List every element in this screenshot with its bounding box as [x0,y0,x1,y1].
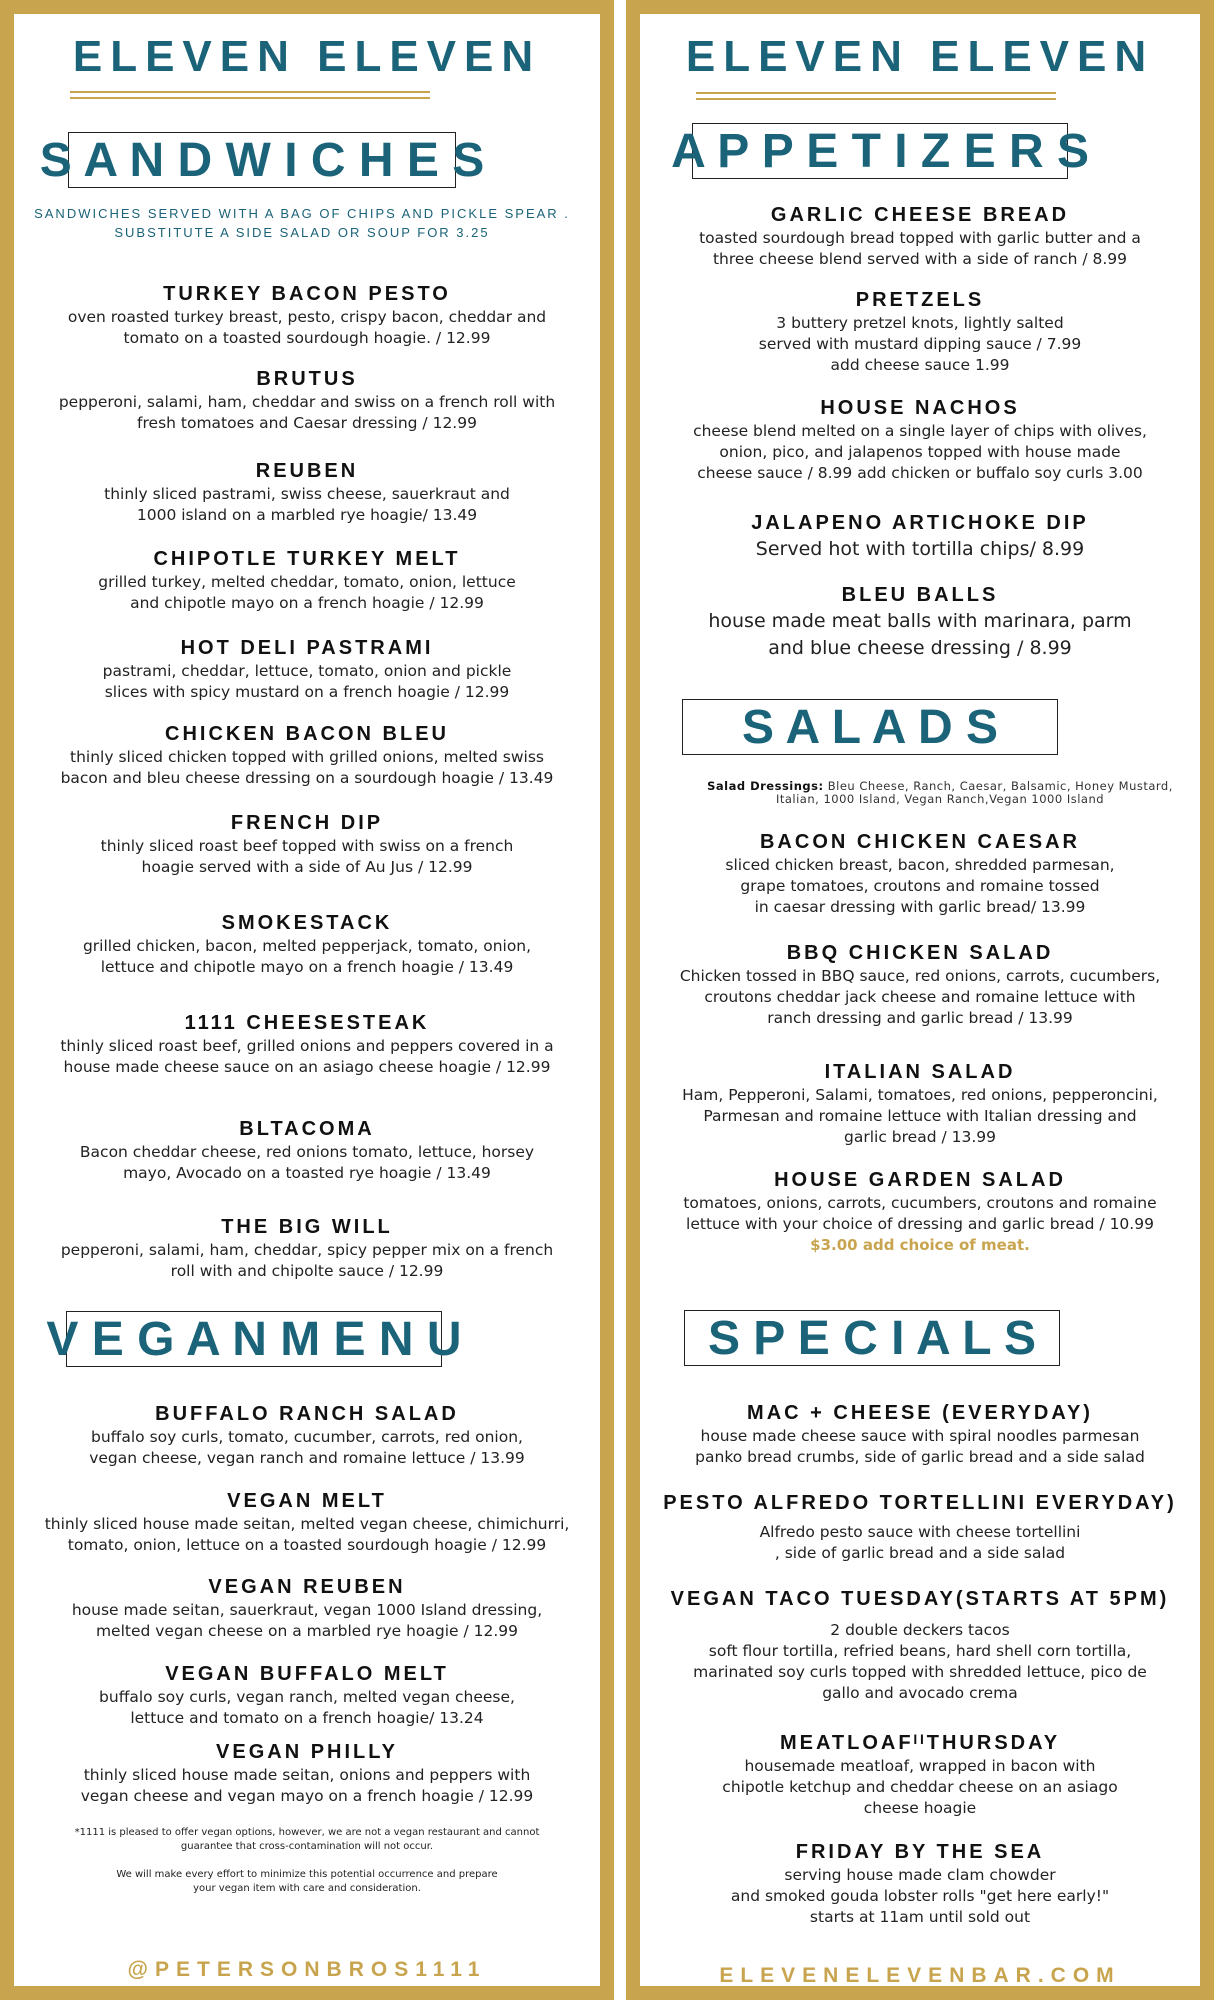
menu-item [640,940,1200,1029]
menu-item [14,910,600,978]
item-title: BLEU BALLS [841,584,999,606]
website-url: ELEVENELEVENBAR.COM [719,1964,1121,1987]
item-title: TURKEY BACON PESTO [163,283,451,305]
item-description: housemade meatloaf, wrapped in bacon with chipotle ketchup and cheddar cheese on an asiago cheese hoagie [722,1757,1118,1817]
menu-item [14,1739,600,1807]
vegan-disclaimer: *1111 is pleased to offer vegan options, however, we are not a vegan restaurant and cannot guarantee that cross-contamination will not occur. [74,1827,540,1852]
item-title: VEGAN BUFFALO MELT [165,1663,449,1685]
item-description: Ham, Pepperoni, Salami, tomatoes, red onions, pepperoncini, Parmesan and romaine lettuce with Italian dressing and garlic bread / 13.99 [682,1086,1158,1146]
menu-item [640,202,1200,270]
item-title: MAC + CHEESE (EVERYDAY) [747,1402,1093,1424]
item-title: VEGAN MELT [227,1490,387,1512]
item-title: BBQ CHICKEN SALAD [786,942,1054,964]
item-title: PESTO ALFREDO TORTELLINI EVERYDAY) [663,1492,1177,1514]
menu-item [640,1839,1200,1928]
item-description: cheese blend melted on a single layer of chips with olives, onion, pico, and jalapenos topped with house made cheese sauce / 8.99 add chicken or buffalo soy curls 3.00 [693,422,1147,482]
menu-item [640,510,1200,563]
item-title: ITALIAN SALAD [824,1061,1016,1083]
item-title: BACON CHICKEN CAESAR [759,831,1080,853]
item-description: thinly sliced roast beef topped with swiss on a french hoagie served with a side of Au Jus / 12.99 [100,837,514,876]
menu-item [640,1167,1200,1256]
item-description: sliced chicken breast, bacon, shredded parmesan, grape tomatoes, croutons and romaine tossed in caesar dressing with garlic bread/ 13.99 [725,856,1115,916]
item-title: PRETZELS [855,289,985,311]
vegan-menu-heading: V E G A N M E N U [46,1312,462,1366]
item-description: Bacon cheddar cheese, red onions tomato, lettuce, horsey mayo, Avocado on a toasted rye hoagie / 13.49 [79,1143,535,1182]
item-title: VEGAN TACO TUESDAY(STARTS AT 5PM) [670,1588,1170,1610]
item-description: Alfredo pesto sauce with cheese tortellini , side of garlic bread and a side salad [759,1523,1081,1562]
brand-title: ELEVEN ELEVEN [685,32,1155,81]
brand-title: ELEVEN ELEVEN [72,32,542,81]
item-description: buffalo soy curls, tomato, cucumber, carrots, red onion, vegan cheese, vegan ranch and romaine lettuce / 13.99 [89,1428,525,1467]
item-description: pastrami, cheddar, lettuce, tomato, onion and pickle slices with spicy mustard on a french hoagie / 12.99 [102,662,512,701]
item-title: FRIDAY BY THE SEA [795,1841,1045,1863]
left-menu-page [14,14,600,1986]
menu-item [14,1661,600,1729]
item-title: VEGAN REUBEN [208,1576,406,1598]
salad-dressings [680,780,1200,806]
item-title: GARLIC CHEESE BREAD [770,204,1070,226]
item-description: thinly sliced house made seitan, onions and peppers with vegan cheese and vegan mayo on a french hoagie / 12.99 [80,1766,534,1805]
menu-item [14,458,600,526]
right-menu-page [640,14,1200,1986]
item-description: buffalo soy curls, vegan ranch, melted vegan cheese, lettuce and tomato on a french hoagie/ 13.24 [99,1688,515,1727]
menu-item [640,1400,1200,1468]
right-menu-panel [626,0,1214,2000]
divider [696,98,1056,100]
menu-item [14,1214,600,1282]
salads-heading: S A L A D S [682,699,1058,755]
menu-item [640,1730,1200,1819]
item-description: house made cheese sauce with spiral noodles parmesan panko bread crumbs, side of garlic bread and a side salad [695,1427,1145,1466]
item-description: pepperoni, salami, ham, cheddar and swiss on a french roll with fresh tomatoes and Caesar dressing / 12.99 [58,393,556,432]
add-meat-note: $3.00 add choice of meat. [810,1236,1030,1254]
item-description: Served hot with tortilla chips/ 8.99 [755,538,1085,560]
item-description: Chicken tossed in BBQ sauce, red onions, carrots, cucumbers, croutons cheddar jack cheese and romaine lettuce with ranch dressing and garlic bread / 13.99 [679,967,1161,1027]
item-description: grilled chicken, bacon, melted pepperjack, tomato, onion, lettuce and chipotle mayo on a french hoagie / 13.49 [82,937,532,976]
item-description: toasted sourdough bread topped with garlic butter and a three cheese blend served with a side of ranch / 8.99 [699,229,1141,268]
menu-item [14,810,600,878]
item-title: HOUSE GARDEN SALAD [774,1169,1066,1191]
menu-item [14,281,600,349]
item-title: THE BIG WILL [221,1216,393,1238]
dressings-label: Salad Dressings: [707,779,824,793]
item-description: 3 buttery pretzel knots, lightly salted served with mustard dipping sauce / 7.99 add cheese sauce 1.99 [758,314,1082,374]
item-description: house made meat balls with marinara, parm and blue cheese dressing / 8.99 [708,610,1132,659]
menu-item [14,546,600,614]
menu-item [14,1488,600,1556]
specials-heading: S P E C I A L S [684,1310,1060,1366]
item-title: REUBEN [255,460,359,482]
item-title: MEATLOAFᴵᴵTHURSDAY [779,1732,1061,1754]
item-description: thinly sliced roast beef, grilled onions and peppers covered in a house made cheese sauce on an asiago cheese hoagie / 12.99 [60,1037,554,1076]
item-title: SMOKESTACK [221,912,393,934]
item-title: FRENCH DIP [230,812,384,834]
menu-item [640,1059,1200,1148]
social-handle: @PETERSONBROS1111 [127,1958,487,1981]
dressings-list: Bleu Cheese, Ranch, Caesar, Balsamic, Honey Mustard, Italian, 1000 Island, Vegan Ranch,Vegan 1000 Island [775,779,1173,806]
item-description: pepperoni, salami, ham, cheddar, spicy pepper mix on a french roll with and chipolte sauce / 12.99 [60,1241,554,1280]
menu-item [14,1010,600,1078]
menu-item [640,582,1200,662]
item-title: HOUSE NACHOS [820,397,1020,419]
item-title: BLTACOMA [239,1118,375,1140]
sandwiches-heading: S A N D W I C H E S [39,133,485,187]
menu-item [14,366,600,434]
menu-item [640,395,1200,484]
item-description: grilled turkey, melted cheddar, tomato, onion, lettuce and chipotle mayo on a french hoagie / 12.99 [98,573,516,612]
menu-item [14,1401,600,1469]
divider [70,97,430,99]
sandwiches-note: SANDWICHES SERVED WITH A BAG OF CHIPS AND PICKLE SPEAR . SUBSTITUTE A SIDE SALAD OR SOUP FOR 3.25 [34,206,570,240]
item-title: CHICKEN BACON BLEU [165,723,449,745]
item-description: 2 double deckers tacos soft flour tortilla, refried beans, hard shell corn tortilla, marinated soy curls topped with shredded lettuce, pico de gallo and avocado crema [693,1621,1147,1702]
menu-item [640,1490,1200,1564]
item-description: house made seitan, sauerkraut, vegan 1000 Island dressing, melted vegan cheese on a marbled rye hoagie / 12.99 [71,1601,543,1640]
menu-item [14,1574,600,1642]
item-title: HOT DELI PASTRAMI [180,637,434,659]
menu-item [14,721,600,789]
item-title: 1111 CHEESESTEAK [184,1012,430,1034]
item-description: thinly sliced pastrami, swiss cheese, sauerkraut and 1000 island on a marbled rye hoagie/ 13.49 [104,485,510,524]
vegan-disclaimer-note: We will make every effort to minimize this potential occurrence and prepare your vegan item with care and consideration. [116,1869,498,1894]
divider [696,92,1056,94]
menu-item [14,1116,600,1184]
item-description: serving house made clam chowder and smoked gouda lobster rolls "get here early!" starts at 11am until sold out [730,1866,1110,1926]
item-title: JALAPENO ARTICHOKE DIP [751,512,1089,534]
divider [70,91,430,93]
item-description: oven roasted turkey breast, pesto, crispy bacon, cheddar and tomato on a toasted sourdough hoagie. / 12.99 [67,308,547,347]
item-title: VEGAN PHILLY [216,1741,398,1763]
menu-item [14,635,600,703]
menu-item [640,1586,1200,1704]
menu-item [640,829,1200,918]
menu-item [640,287,1200,376]
item-title: BRUTUS [256,368,358,390]
item-description: tomatoes, onions, carrots, cucumbers, croutons and romaine lettuce with your choice of dressing and garlic bread / 10.99 [683,1194,1157,1233]
item-title: BUFFALO RANCH SALAD [155,1403,459,1425]
appetizers-heading: A P P E T I Z E R S [671,124,1089,178]
item-description: thinly sliced chicken topped with grilled onions, melted swiss bacon and bleu cheese dressing on a sourdough hoagie / 13.49 [60,748,554,787]
item-description: thinly sliced house made seitan, melted vegan cheese, chimichurri, tomato, onion, lettuce on a toasted sourdough hoagie / 12.99 [44,1515,570,1554]
item-title: CHIPOTLE TURKEY MELT [153,548,461,570]
